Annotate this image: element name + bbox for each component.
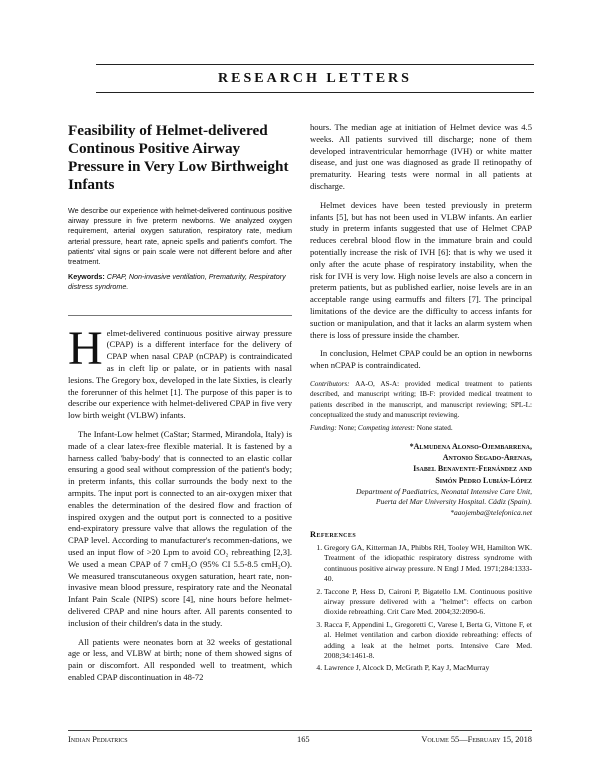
author: *Almudena Alonso-Ojembarrena, [409, 441, 532, 451]
right-column [310, 122, 532, 676]
reference-item: 3. Racca F, Appendini L, Gregoretti C, Varese I, Berta G, Vittone F, et al. Helmet ventilation and carbon dioxide rebreathing: effects of adding a leak at the helmet ports. Intensive Care Med. 2008;34:1461-8. [324, 620, 532, 662]
reference-item: 4. Lawrence J, Alcock D, McGrath P, Kay J, MacMurray [324, 663, 532, 673]
abstract-divider [68, 315, 292, 316]
footer-page-number: 165 [297, 735, 310, 744]
keywords-label: Keywords: [68, 272, 105, 282]
reference-item: 1. Gregory GA, Kitterman JA, Phibbs RH, Tooley WH, Hamilton WK. Treatment of the idiopathic respiratory distress syndrome with continuous positive airway pressure. N Engl J Med. 1971;284:1333-40. [324, 543, 532, 585]
footer-journal: Indian Pediatrics [68, 735, 128, 744]
drop-cap: H [68, 321, 103, 375]
affiliation-line: Department of Paediatrics, Neonatal Intensive Care Unit, [355, 486, 532, 496]
author-list [310, 441, 532, 486]
contributors-text: AA-O, AS-A: provided medical treatment to patients described, and manuscript writing; IB-F: provided medical treatment to patients described in the manuscript, and manuscript reviewing; SPL-L: conceptualized the study and manuscript reviewing. [310, 379, 532, 420]
author: Simón Pedro Lubián-López [435, 475, 532, 485]
paragraph-intro-text: elmet-delivered continuous positive airway pressure (CPAP) is a different interface for the delivery of CPAP when nasal CPAP (nCPAP) is contraindicated as in cleft lip or palate, or in patients with nasal lesions. The Gregory box, developed in the late Sixties, is clearly the forerunner of this helmet [1]. The purpose of this paper is to describe our experience with helmet-delivered CPAP in five very low birth weight (VLBW) infants. [68, 327, 292, 421]
paragraph-intro [68, 321, 292, 422]
keywords-list: CPAP, Non-invasive ventilation, Prematurity, Respiratory distress syndrome. [68, 272, 286, 292]
funding-text: None; [338, 423, 357, 432]
email-link[interactable]: *aaojemba@telefonica.net [450, 507, 532, 517]
footer-volume: Volume 55—February 15, 2018 [421, 735, 532, 744]
paragraph-conclusion: In conclusion, Helmet CPAP could be an option in newborns when nCPAP is contraindicated. [310, 348, 532, 371]
author: Isabel Benavente-Fernández and [413, 464, 532, 474]
footer-rule [68, 730, 532, 731]
paragraph-discussion: Helmet devices have been tested previously in preterm infants [5], but has not been used in VLBW infants. An earlier study in preterm infants suggested that use of Helmet CPAP reduces cerebral blood flow in the immature brain and could potentially increase the risk of IVH [6]: that is why we used it only after the acute phase of respiratory instability, when the risk for IVH is very low. High noise levels are also a concern in preterm patients, but as published earlier, noise levels are in an acceptable range using earmuffs and filters [7]. The principal limitations of the device are the difficulty to access infants for suction or manipulation, and that it lacks an alarm system when there is loss of pressure inside the chamber. [310, 199, 532, 340]
section-header [96, 64, 534, 93]
funding-label: Funding: [310, 423, 337, 432]
affiliation [310, 487, 532, 518]
article-title: Feasibility of Helmet-delivered Continous Positive Airway Pressure in Very Low Birthweight Infants [68, 122, 289, 193]
competing-text: None stated. [416, 423, 453, 432]
affiliation-line: Puerta del Mar University Hospital. Cádiz (Spain). [375, 497, 532, 507]
competing-label: Competing interest: [357, 423, 415, 432]
reference-item: 2. Taccone P, Hess D, Caironi P, Bigatello LM. Continuous positive airway pressure delivered with a "helmet": effects on carbon dioxide rebreathing. Crit Care Med. 2004;32:2090-6. [324, 587, 532, 618]
abstract: We describe our experience with helmet-delivered continuous positive airway pressure in five preterm newborns. We analyzed oxygen requirement, arterial oxygen saturation, respiratory rate, medium arterial pressure, heart rate, apneic spells and patient's comfort. The patients' vital signs or pain scale were not different before and after treatment. [68, 206, 292, 267]
references-list [310, 543, 532, 674]
section-title: RESEARCH LETTERS [218, 71, 412, 86]
left-column [68, 122, 292, 691]
funding-line [310, 423, 532, 433]
references-heading: References [310, 530, 357, 539]
contributors-label: Contributors: [310, 379, 350, 388]
paragraph-methods: The Infant-Low helmet (CaStar; Starmed, Mirandola, Italy) is made of a clear latex-free flexible material. It is fastened by a harness called 'baby-body' that is connected to an elastic collar ensuring a good seal without compression of the patient's body; in preterm infants, this collar surrounds the body next to the armpits. The input port is connected to an air-oxygen mixer that enables the determination of the desired flow and fraction of inspired oxygen and the output port is connected to a positive end-expiratory pressure valve that allows the regulation of the CPAP level. According to manufacturer's recommen-dations, we used an input flow of >20 Lpm to avoid CO₂ rebreathing [2,3]. We used a mean CPAP of 7 cmH₂O (95% CI 5.5-8.5 cmH₂O). We measured transcutaneous oxygen saturation, heart rate, non-invasive mean blood pressure, respiratory rate and the Neonatal Infant Pain Scale (NIPS) score [4], nine hours before helmet-delivered CPAP and nine hours after. All parents consented to inclusion of their children's data in the study. [68, 429, 292, 628]
contributors [310, 379, 532, 421]
author: Antonio Segado-Arenas, [442, 453, 532, 463]
paragraph-results-cont: hours. The median age at initiation of Helmet device was 4.5 weeks. All patients survived till discharge; none of them developed intraventricular hemorrhage (IVH) or white matter disease, and just one was diagnosed as grade II retinopathy of prematurity. Hearing tests were normal in all patients at discharge. [310, 122, 532, 191]
header-rule-bottom [96, 92, 534, 93]
keywords [68, 272, 292, 292]
paragraph-results: All patients were neonates born at 32 weeks of gestational age or less, and VLBW at birth; none of them showed signs of pain or discomfort. All responded well to treatment, which enabled CPAP discontinuation in 48-72 [68, 636, 292, 682]
